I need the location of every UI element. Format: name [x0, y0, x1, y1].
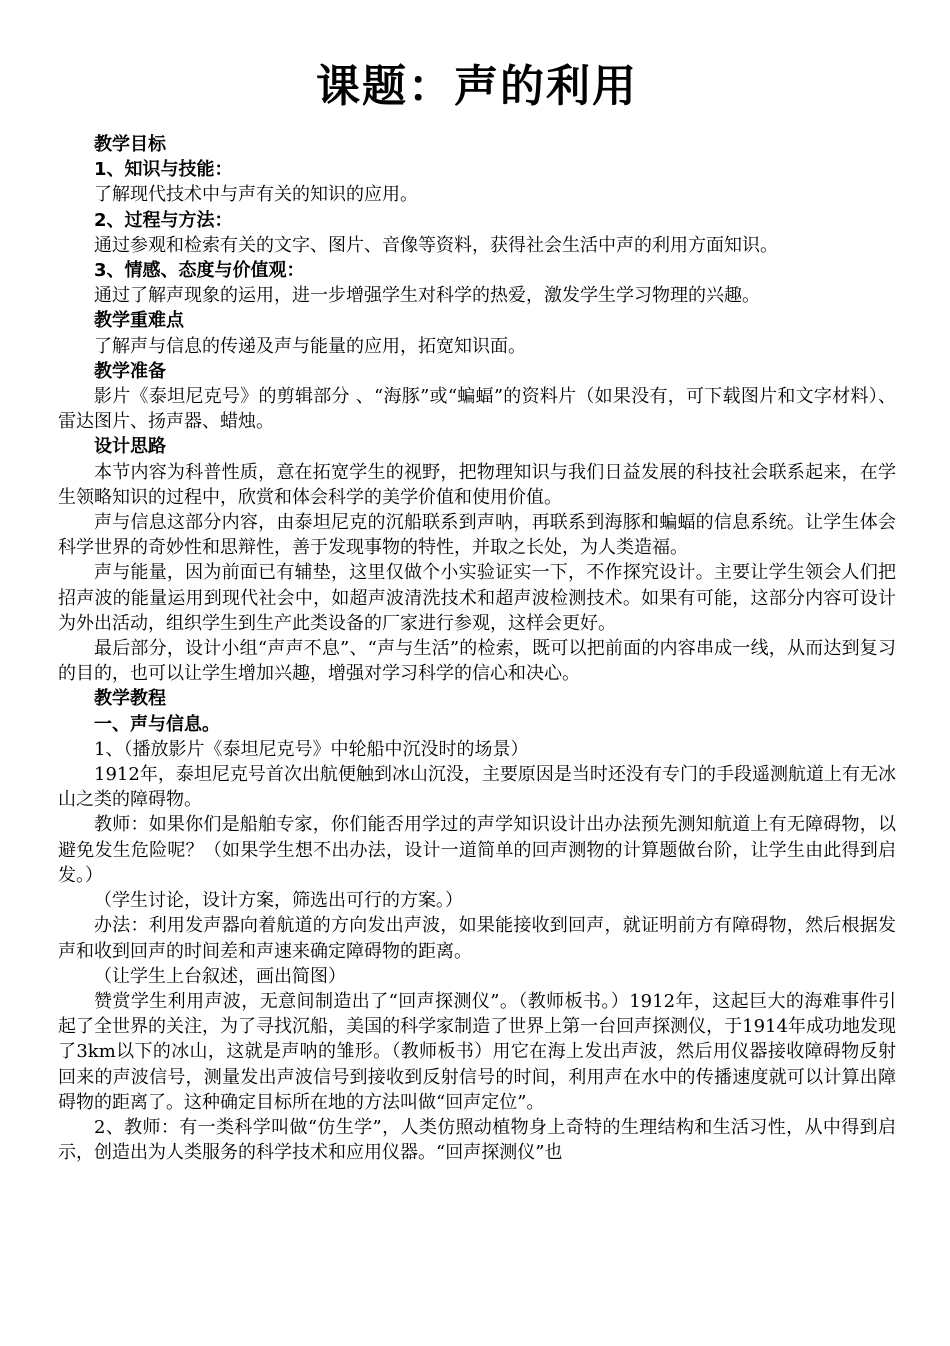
body-paragraph: （学生讨论，设计方案，筛选出可行的方案。） — [94, 890, 463, 912]
document-title: 课题：声的利用 — [316, 61, 638, 112]
body-paragraph: 最后部分，设计小组“声声不息”、“声与生活”的检索，既可以把前面的内容串成一线，从而达到复习的目的，也可以让学生增加兴趣，增强对学习科学的信心和决心。 — [58, 638, 896, 685]
body-paragraph: 通过了解声现象的运用，进一步增强学生对科学的热爱，激发学生学习物理的兴趣。 — [94, 285, 760, 307]
section-heading: 设计思路 — [94, 436, 166, 458]
document-body — [58, 132, 896, 1165]
section-heading: 1、知识与技能： — [94, 159, 233, 181]
section-heading: 教学重难点 — [94, 310, 184, 332]
body-paragraph: 教师：如果你们是船舶专家，你们能否用学过的声学知识设计出办法预先测知航道上有无障碍物，以避免发生危险呢？（如果学生想不出办法，设计一道简单的回声测物的计算题做台阶，让学生由此得到启发。） — [58, 814, 896, 886]
section-heading: 3、情感、态度与价值观： — [94, 260, 305, 282]
section-heading: 教学准备 — [94, 360, 166, 382]
body-paragraph: 影片《泰坦尼克号》的剪辑部分 、“海豚”或“蝙蝠”的资料片（如果没有，可下载图片和文字材料）、雷达图片、扬声器、蜡烛。 — [58, 386, 896, 433]
body-paragraph: 1912年，泰坦尼克号首次出航便触到冰山沉没，主要原因是当时还没有专门的手段遥测航道上有无冰山之类的障碍物。 — [58, 764, 896, 811]
body-paragraph: 本节内容为科普性质，意在拓宽学生的视野，把物理知识与我们日益发展的科技社会联系起来，在学生领略知识的过程中，欣赏和体会科学的美学价值和使用价值。 — [58, 461, 896, 508]
body-paragraph: 了解现代技术中与声有关的知识的应用。 — [94, 184, 418, 206]
section-heading: 教学目标 — [94, 134, 166, 155]
body-paragraph: 1、（播放影片《泰坦尼克号》中轮船中沉没时的场景） — [94, 738, 529, 760]
body-paragraph: 赞赏学生利用声波，无意间制造出了“回声探测仪”。（教师板书。）1912年，这起巨大的海难事件引起了全世界的关注，为了寻找沉船，美国的科学家制造了世界上第一台回声探测仪，于1914年成功地发现了3km以下的冰山，这就是声呐的雏形。（教师板书）用它在海上发出声波，然后用仪器接收障碍物反射回来的声波信号，测量发出声波信号到接收到反射信号的时间，利用声在水中的传播速度就可以计算出障碍物的距离了。这种确定目标所在地的方法叫做“回声定位”。 — [58, 990, 896, 1113]
document-page — [58, 54, 896, 1165]
body-paragraph: （让学生上台叙述，画出简图） — [94, 965, 346, 987]
body-paragraph: 办法：利用发声器向着航道的方向发出声波，如果能接收到回声，就证明前方有障碍物，然后根据发声和收到回声的时间差和声速来确定障碍物的距离。 — [58, 915, 896, 962]
body-paragraph: 声与信息这部分内容，由泰坦尼克的沉船联系到声呐，再联系到海豚和蝙蝠的信息系统。让学生体会科学世界的奇妙性和思辩性，善于发现事物的特性，并取之长处，为人类造福。 — [58, 512, 896, 559]
body-paragraph: 了解声与信息的传递及声与能量的应用，拓宽知识面。 — [94, 335, 526, 357]
body-paragraph: 声与能量，因为前面已有辅垫，这里仅做个小实验证实一下，不作探究设计。主要让学生领会人们把招声波的能量运用到现代社会中，如超声波清洗技术和超声波检测技术。如果有可能，这部分内容可设计为外出活动，组织学生到生产此类设备的厂家进行参观，这样会更好。 — [58, 562, 896, 634]
section-heading: 一、声与信息。 — [94, 713, 220, 735]
body-paragraph: 通过参观和检索有关的文字、图片、音像等资料，获得社会生活中声的利用方面知识。 — [94, 234, 778, 256]
section-heading: 教学教程 — [94, 688, 166, 710]
section-heading: 2、过程与方法： — [94, 209, 233, 231]
body-paragraph: 2、教师：有一类科学叫做“仿生学”，人类仿照动植物身上奇特的生理结构和生活习性，从中得到启示，创造出为人类服务的科学技术和应用仪器。“回声探测仪”也 — [58, 1116, 896, 1164]
